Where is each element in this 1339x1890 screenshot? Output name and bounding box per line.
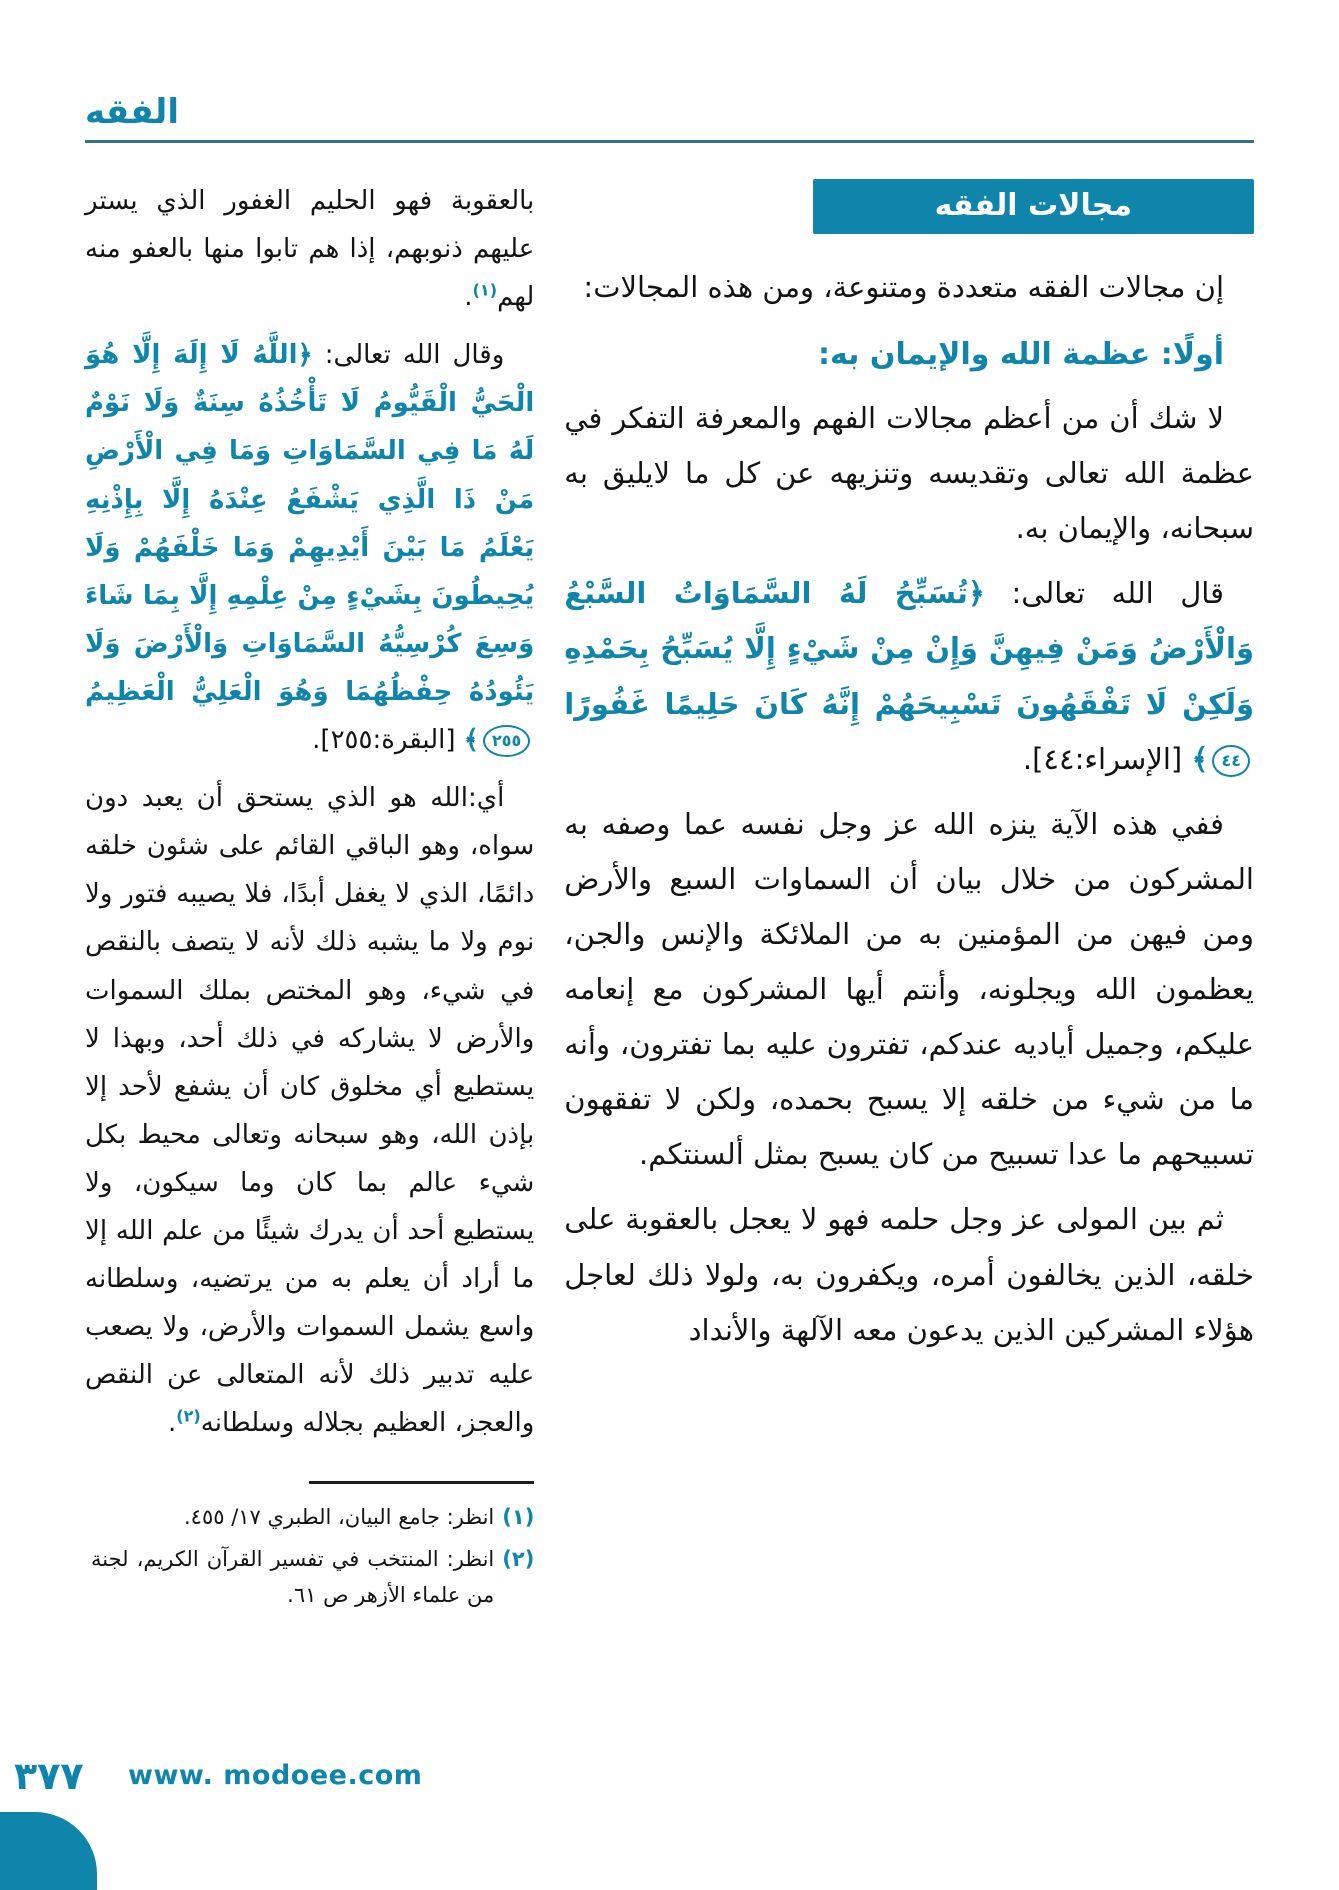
paragraph-text: بالعقوبة فهو الحليم الغفور الذي يستر عليهم ذنوبهم، إذا هم تابوا منها بالعفو منه لهم: [85, 186, 535, 313]
website-url: www. modoee.com: [128, 1760, 423, 1791]
section-title: مجالات الفقه: [934, 188, 1132, 223]
ayah-number-badge: ٤٤: [1212, 745, 1250, 777]
footnote-text: انظر: المنتخب في تفسير القرآن الكريم، لجنة من علماء الأزهر ص ٦١.: [91, 1547, 495, 1607]
body-paragraph-3: ثم بين المولى عز وجل حلمه فهو لا يعجل بالعقوبة على خلقه، الذين يخالفون أمره، ويكفرون به، ولولا ذلك لعاجل هؤلاء المشركين الذين يدعون معه الآلهة والأنداد: [564, 1202, 1254, 1347]
footnote-text: انظر: جامع البيان، الطبري ١٧/ ٤٥٥.: [183, 1505, 495, 1530]
sentence-end: .: [167, 1408, 177, 1439]
quran-verse-text: ﴿تُسَبِّحُ لَهُ السَّمَاوَاتُ السَّبْعُ وَالْأَرْضُ وَمَنْ فِيهِنَّ وَإِنْ مِنْ شَيْءٍ إِلَّا يُسَبِّحُ بِحَمْدِهِ وَلَكِنْ لَا تَفْقَهُونَ تَسْبِيحَهُمْ إِنَّهُ كَانَ حَلِيمًا غَفُورًا: [564, 576, 1254, 721]
quote-intro: وقال الله تعالى:: [312, 340, 505, 371]
verse-close-bracket: ﴾: [1191, 741, 1209, 776]
footnote-ref-2: (٢): [176, 1406, 201, 1426]
section-title-box: [813, 179, 1254, 234]
page-footer: [0, 1720, 1339, 1890]
footnote-ref-1: (١): [472, 280, 498, 300]
intro-paragraph: إن مجالات الفقه متعددة ومتنوعة، ومن هذه المجالات:: [583, 270, 1224, 304]
continuation-paragraph: [85, 177, 534, 321]
header-rule: [85, 140, 1254, 143]
content-columns: [85, 177, 1254, 1620]
paragraph-text: أي:الله هو الذي يستحق أن يعبد دون سواه، وهو الباقي القائم على شئون خلقه دائمًا، الذي لا يغفل أبدًا، فلا يصيبه فتور ولا نوم ولا ما يشبه ذلك لأنه لا يتصف بالنقص في شيء، وهو المختص بملك السموات والأرض لا يشاركه في ذلك أحد، وبهذا لا يستطيع أي مخلوق كان أن يشفع لأحد إلا بإذن الله، وهو سبحانه وتعالى محيط بكل شيء عالم بما كان وما سيكون، ولا يستطيع أحد أن يدرك شيئًا من علم الله إلا ما أراد أن يعلم به من يرتضيه، وسلطانه واسع يشمل السموات والأرض، ولا يصعب عليه تدبير ذلك لأنه المتعالى عن النقص والعجز، العظيم بجلاله وسلطانه: [85, 783, 535, 1439]
footnote-number: (١): [502, 1505, 535, 1530]
right-column: [564, 177, 1254, 1368]
quran-verse-text: ﴿اللَّهُ لَا إِلَهَ إِلَّا هُوَ الْحَيُّ الْقَيُّومُ لَا تَأْخُذُهُ سِنَةٌ وَلَا نَوْمٌ لَهُ مَا فِي السَّمَاوَاتِ وَمَا فِي الْأَرْضِ مَنْ ذَا الَّذِي يَشْفَعُ عِنْدَهُ إِلَّا بِإِذْنِهِ يَعْلَمُ مَا بَيْنَ أَيْدِيهِمْ وَمَا خَلْفَهُمْ وَلَا يُحِيطُونَ بِشَيْءٍ مِنْ عِلْمِهِ إِلَّا بِمَا شَاءَ وَسِعَ كُرْسِيُّهُ السَّمَاوَاتِ وَالْأَرْضَ وَلَا يَئُودُهُ حِفْظُهُمَا وَهُوَ الْعَلِيُّ الْعَظِيمُ: [85, 340, 535, 707]
quran-quote-isra: [564, 566, 1254, 786]
page-header: [85, 92, 1254, 143]
verse-reference: [الإسراء:٤٤].: [1022, 741, 1192, 776]
running-head-title: الفقه: [85, 92, 179, 132]
corner-decoration: [0, 1812, 97, 1890]
left-column: [85, 177, 534, 1620]
verse-close-bracket: ﴾: [463, 725, 479, 756]
footnote-item-1: [91, 1500, 534, 1536]
footnotes-section: [85, 1500, 534, 1613]
verse-reference: [البقرة:٢٥٥].: [312, 725, 464, 756]
tafsir-paragraph: [85, 774, 534, 1447]
page-number: ٣٧٧: [14, 1754, 84, 1798]
footnote-item-2: [91, 1542, 534, 1613]
ayah-number-badge: ٢٥٥: [483, 725, 530, 757]
subsection-heading: أولًا: عظمة الله والإيمان به:: [817, 337, 1224, 373]
footnote-divider: [309, 1481, 534, 1484]
quran-quote-baqarah: [85, 331, 534, 764]
body-paragraph-1: لا شك أن من أعظم مجالات الفهم والمعرفة التفكر في عظمة الله تعالى وتقديسه وتنزيهه عن كل ما لايليق به سبحانه، والإيمان به.: [564, 401, 1254, 546]
quote-intro: قال الله تعالى:: [984, 576, 1224, 611]
sentence-end: .: [464, 282, 473, 313]
footnote-number: (٢): [502, 1547, 535, 1572]
body-paragraph-2: ففي هذه الآية ينزه الله عز وجل نفسه عما وصفه به المشركون من خلال بيان أن السماوات السبع والأرض ومن فيهن من المؤمنين به من الملائكة والإنس والجن، يعظمون الله ويجلونه، وأنتم أيها المشركون مع إنعامه عليكم، وجميل أياديه عندكم، تفترون عليه بما تفترون، وأنه ما من شيء من خلقه إلا يسبح بحمده، ولكن لا تفقهون تسبيحهم ما عدا تسبيح من كان يسبح بمثل ألسنتكم.: [564, 806, 1254, 1172]
